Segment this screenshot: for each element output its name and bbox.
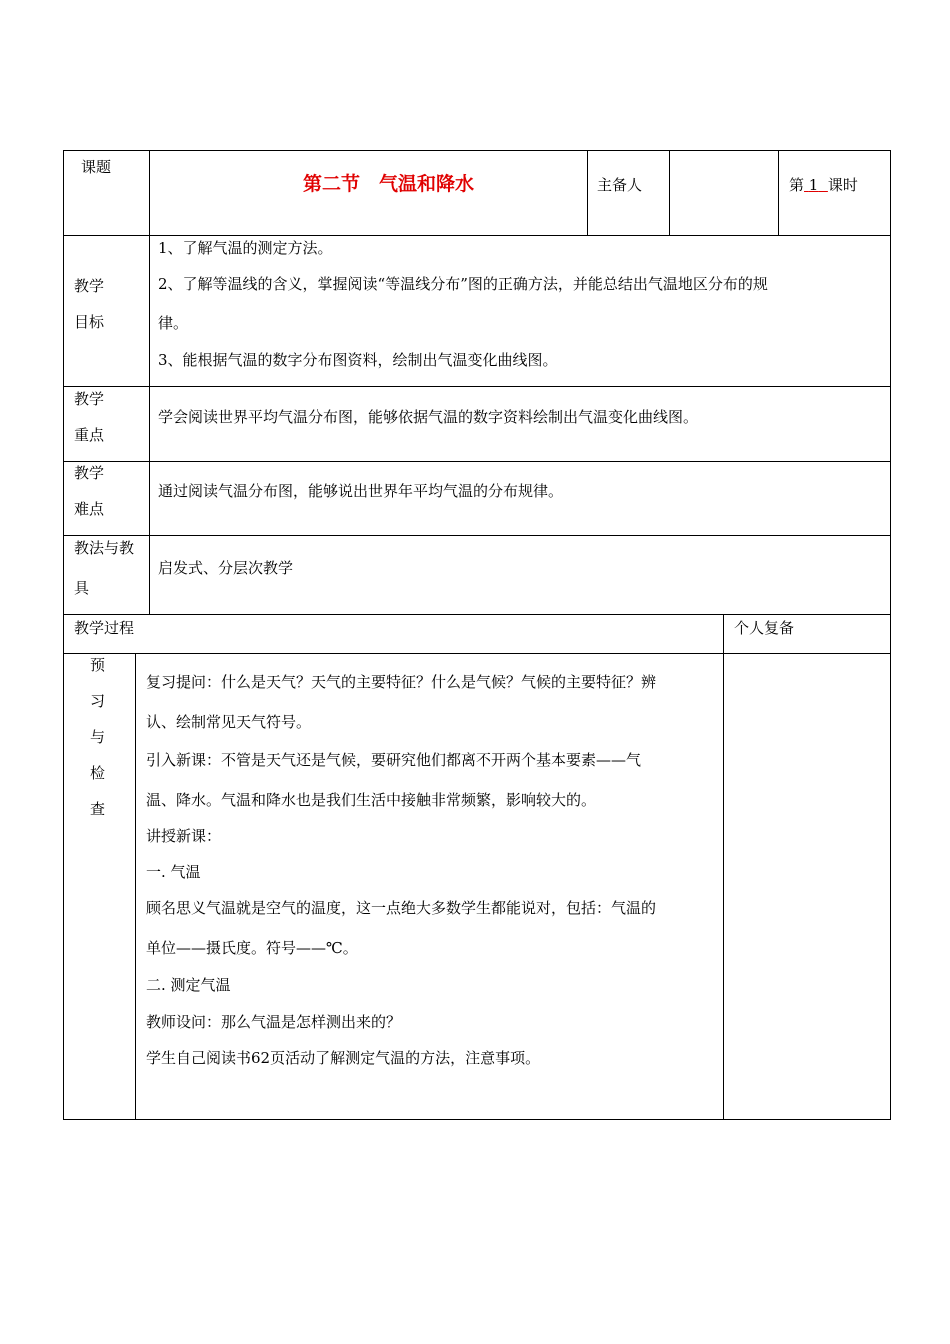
class-period xyxy=(789,178,858,193)
difficulties-label-2: 难点 xyxy=(74,500,105,518)
side-char: 习 xyxy=(90,692,106,710)
key-points-text: 学会阅读世界平均气温分布图，能够依据气温的数字资料绘制出气温变化曲线图。 xyxy=(158,408,699,426)
key-points-label-1: 教学 xyxy=(74,390,105,408)
process-line: 单位——摄氏度。符号——℃。 xyxy=(146,939,358,957)
process-label: 教学过程 xyxy=(74,619,135,637)
process-line: 复习提问：什么是天气？天气的主要特征？什么是气候？气候的主要特征？辨 xyxy=(146,673,657,691)
side-char: 预 xyxy=(90,656,106,674)
period-number: 1 xyxy=(808,176,819,194)
table-border xyxy=(587,150,588,236)
process-line: 教师设问：那么气温是怎样测出来的？ xyxy=(146,1013,402,1031)
preparer-label: 主备人 xyxy=(597,176,643,194)
period-prefix: 第 xyxy=(789,176,805,194)
table-border xyxy=(63,150,64,1120)
goal-line: 律。 xyxy=(158,314,189,332)
process-line: 引入新课：不管是天气还是气候，要研究他们都离不开两个基本要素——气 xyxy=(146,751,642,769)
personal-prep-label: 个人复备 xyxy=(734,619,795,637)
process-line: 认、绘制常见天气符号。 xyxy=(146,713,312,731)
table-border xyxy=(63,653,891,654)
methods-text: 启发式、分层次教学 xyxy=(158,559,294,577)
key-points-label-2: 重点 xyxy=(74,426,105,444)
table-border xyxy=(778,150,779,236)
topic-label: 课题 xyxy=(81,158,112,176)
methods-label-1: 教法与教 xyxy=(74,539,135,557)
table-border xyxy=(135,653,136,1120)
goals-label-2: 目标 xyxy=(74,313,105,331)
difficulties-text: 通过阅读气温分布图，能够说出世界年平均气温的分布规律。 xyxy=(158,482,564,500)
table-border xyxy=(63,461,891,462)
process-line: 二. 测定气温 xyxy=(146,976,231,994)
table-border xyxy=(63,150,891,151)
table-border xyxy=(63,235,891,236)
table-border xyxy=(723,614,724,1120)
process-line: 温、降水。气温和降水也是我们生活中接触非常频繁，影响较大的。 xyxy=(146,791,597,809)
table-border xyxy=(63,1119,891,1120)
lesson-title: 第二节 气温和降水 xyxy=(303,173,475,195)
process-line: 讲授新课： xyxy=(146,827,222,845)
side-char: 检 xyxy=(90,764,106,782)
difficulties-label-1: 教学 xyxy=(74,464,105,482)
table-border xyxy=(63,614,891,615)
goal-line: 2、了解等温线的含义，掌握阅读“等温线分布”图的正确方法，并能总结出气温地区分布的规 xyxy=(158,275,768,293)
table-border xyxy=(890,150,891,1120)
period-suffix: 课时 xyxy=(827,176,858,194)
methods-label-2: 具 xyxy=(74,579,90,597)
table-border xyxy=(669,150,670,236)
table-border xyxy=(63,535,891,536)
process-line: 学生自己阅读书62页活动了解测定气温的方法，注意事项。 xyxy=(146,1049,541,1067)
side-char: 与 xyxy=(90,728,106,746)
process-line: 顾名思义气温就是空气的温度，这一点绝大多数学生都能说对，包括：气温的 xyxy=(146,899,657,917)
goal-line: 1、了解气温的测定方法。 xyxy=(158,239,333,257)
goal-line: 3、能根据气温的数字分布图资料，绘制出气温变化曲线图。 xyxy=(158,351,558,369)
side-char: 查 xyxy=(90,800,106,818)
process-line: 一. 气温 xyxy=(146,863,201,881)
table-border xyxy=(63,386,891,387)
goals-label-1: 教学 xyxy=(74,277,105,295)
table-border xyxy=(149,150,150,615)
